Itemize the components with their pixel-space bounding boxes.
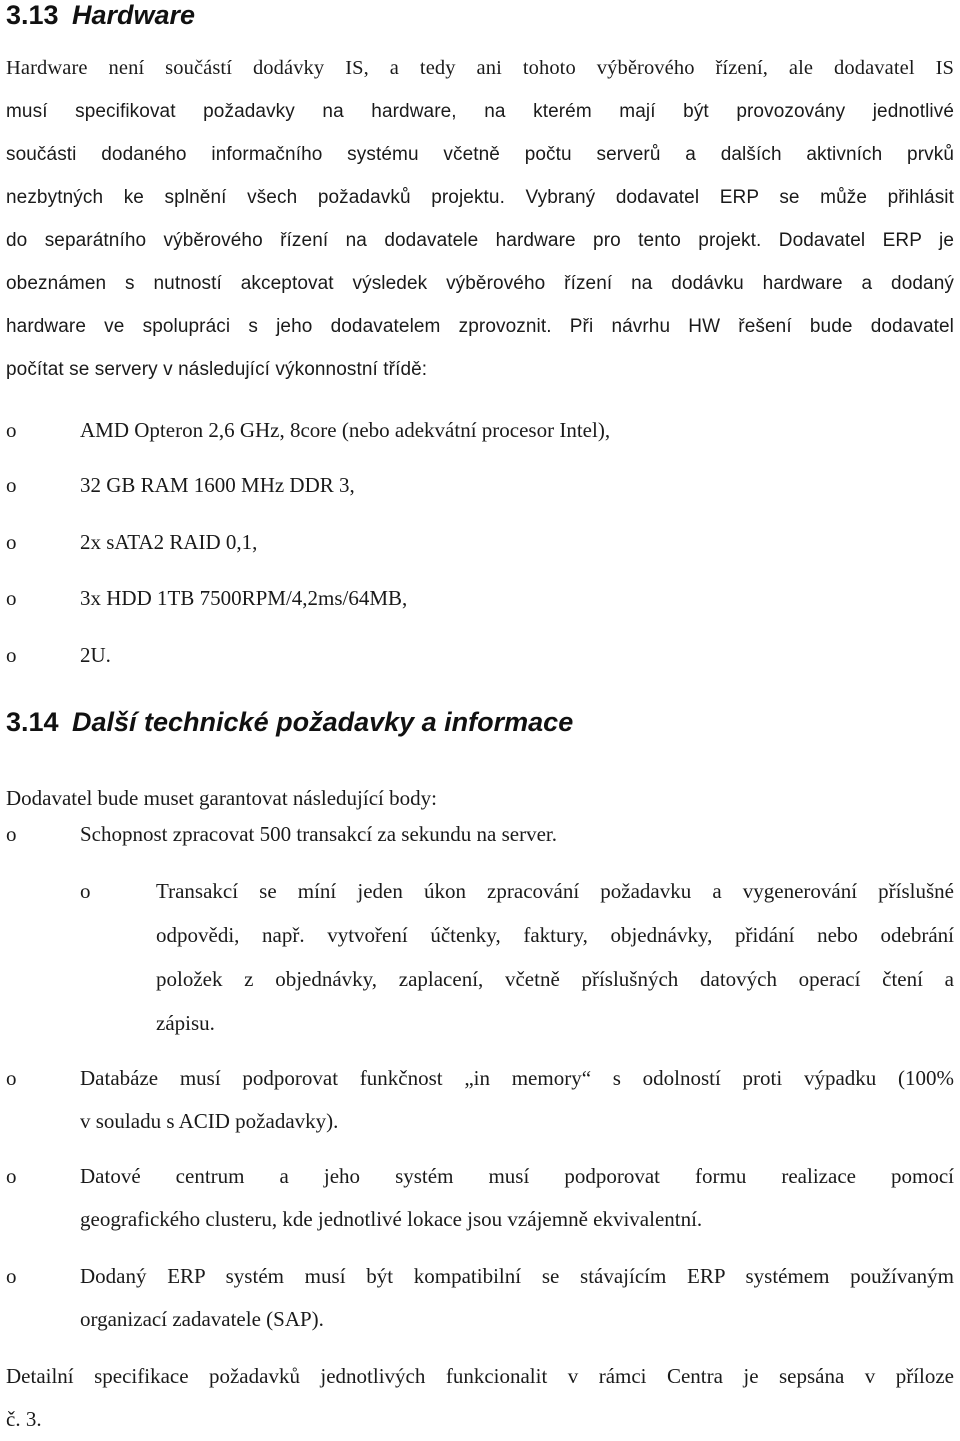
sub-requirement-item	[80, 869, 954, 1045]
requirement-item	[6, 820, 557, 848]
paragraph-line: hardware ve spolupráci s jeho dodavatelem zprovoznit. Při návrhu HW řešení bude dodavatel	[6, 316, 954, 337]
section-heading-requirements	[6, 707, 573, 737]
paragraph-line: Hardware není součástí dodávky IS, a tedy ani tohoto výběrového řízení, ale dodavatel IS	[6, 57, 954, 79]
spec-list-item	[6, 471, 355, 499]
requirement-line: v souladu s ACID požadavky).	[80, 1109, 339, 1133]
section-number: 3.14	[6, 707, 59, 737]
spec-list-item	[6, 528, 257, 556]
paragraph-line: do separátního výběrového řízení na dodavatele hardware pro tento projekt. Dodavatel ERP je	[6, 230, 954, 251]
requirement-item	[6, 1255, 954, 1341]
paragraph-line: musí specifikovat požadavky na hardware, na kterém mají být provozovány jednotlivé	[6, 101, 954, 122]
requirement-line: Dodaný ERP systém musí být kompatibilní se stávajícím ERP systémem používaným	[80, 1264, 954, 1288]
sub-requirement-line: položek z objednávky, zaplacení, včetně příslušných datových operací čtení a	[156, 967, 954, 991]
section-number: 3.13	[6, 0, 59, 30]
sub-requirement-line: zápisu.	[156, 1011, 215, 1035]
closing-paragraph	[6, 1355, 954, 1441]
bullet-marker: o	[6, 822, 17, 846]
requirement-item	[6, 1057, 954, 1143]
section-title: Další technické požadavky a informace	[72, 707, 574, 737]
requirement-item	[6, 1155, 954, 1241]
bullet-marker: o	[6, 1164, 17, 1188]
paragraph-line: součásti dodaného informačního systému včetně počtu serverů a dalších aktivních prvků	[6, 144, 954, 165]
bullet-marker: o	[6, 473, 17, 497]
closing-line: č. 3.	[6, 1407, 42, 1431]
requirement-text: Schopnost zpracovat 500 transakcí za sekundu na server.	[80, 822, 558, 846]
paragraph-line: nezbytných ke splnění všech požadavků projektu. Vybraný dodavatel ERP se může přihlásit	[6, 187, 954, 208]
bullet-marker: o	[6, 1264, 17, 1288]
spec-text: 2x sATA2 RAID 0,1,	[80, 530, 258, 554]
bullet-marker: o	[6, 1066, 17, 1090]
bullet-marker: o	[6, 586, 17, 610]
requirement-line: Databáze musí podporovat funkčnost „in memory“ s odolností proti výpadku (100%	[80, 1066, 954, 1090]
requirement-line: Datové centrum a jeho systém musí podporovat formu realizace pomocí	[80, 1164, 954, 1188]
bullet-marker: o	[6, 530, 17, 554]
sub-requirement-line: odpovědi, např. vytvoření účtenky, faktury, objednávky, přidání nebo odebrání	[156, 923, 954, 947]
spec-list-item	[6, 584, 407, 612]
spec-text: 3x HDD 1TB 7500RPM/4,2ms/64MB,	[80, 586, 408, 610]
requirement-line: organizací zadavatele (SAP).	[80, 1307, 324, 1331]
spec-text: AMD Opteron 2,6 GHz, 8core (nebo adekvátní procesor Intel),	[80, 418, 611, 442]
requirement-line: geografického clusteru, kde jednotlivé lokace jsou vzájemně ekvivalentní.	[80, 1207, 703, 1231]
bullet-marker: o	[80, 879, 91, 903]
spec-list-item	[6, 416, 610, 444]
spec-text: 32 GB RAM 1600 MHz DDR 3,	[80, 473, 355, 497]
spec-list-item	[6, 641, 111, 669]
bullet-marker: o	[6, 643, 17, 667]
section-heading-hardware	[6, 0, 195, 30]
paragraph-line: počítat se servery v následující výkonnostní třídě:	[6, 359, 428, 380]
section-title: Hardware	[72, 0, 196, 30]
requirements-intro: Dodavatel bude muset garantovat následující body:	[6, 786, 437, 810]
closing-line: Detailní specifikace požadavků jednotlivých funkcionalit v rámci Centra je sepsána v příloze	[6, 1364, 954, 1388]
paragraph-line: obeznámen s nutností akceptovat výsledek výběrového řízení na dodávku hardware a dodaný	[6, 273, 954, 294]
spec-text: 2U.	[80, 643, 111, 667]
hardware-paragraph	[6, 47, 954, 391]
sub-requirement-line: Transakcí se míní jeden úkon zpracování požadavku a vygenerování příslušné	[156, 879, 954, 903]
bullet-marker: o	[6, 418, 17, 442]
